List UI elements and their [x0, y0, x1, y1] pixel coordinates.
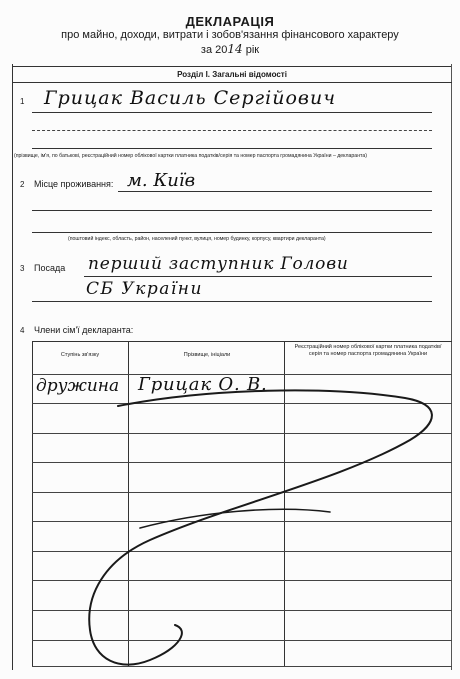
field-1-name: Грицак Василь Сергійович [44, 87, 337, 109]
field-1-line-a [32, 112, 432, 113]
section-divider [12, 82, 452, 83]
section-title: Розділ І. Загальні відомості [177, 70, 287, 79]
field-1-line-b [32, 130, 432, 131]
field-1-caption: (прізвище, ім'я, по батькові, реєстраційний номер облікової картки платника податків/серія та номер паспорта громадянина України – декларанта) [14, 153, 367, 159]
field-2-line-b [32, 210, 432, 211]
field-4-number: 4 [20, 326, 25, 335]
table-row-line-2 [32, 433, 452, 434]
row-1-relation: дружина [36, 376, 120, 396]
field-2-label: Місце проживання: [34, 179, 114, 189]
table-header-name: Прізвище, ініціали [183, 352, 231, 358]
table-top [32, 341, 452, 342]
field-2-caption: (поштовий індекс, область, район, населений пункт, вулиця, номер будинку, корпусу, квартири декларанта) [68, 236, 326, 242]
field-3-position-line1: перший заступник Голови [88, 254, 349, 274]
document-subtitle: про майно, доходи, витрати і зобов'язання фінансового характеру [61, 29, 399, 41]
field-3-line-b [32, 301, 432, 302]
frame-top [12, 66, 452, 67]
year-handwritten: 14 [227, 42, 243, 56]
table-row-line-1 [32, 403, 452, 404]
table-row-line-8 [32, 610, 452, 611]
table-col-2 [284, 341, 285, 666]
table-row-line-3 [32, 462, 452, 463]
frame-left [12, 64, 13, 670]
field-1-number: 1 [20, 97, 25, 106]
field-4-label: Члени сім'ї декларанта: [34, 325, 134, 335]
field-2-value: м. Київ [127, 170, 196, 191]
field-3-number: 3 [20, 264, 25, 273]
table-row-line-7 [32, 580, 452, 581]
row-1-name: Грицак О. В. [138, 374, 268, 395]
document-title: ДЕКЛАРАЦІЯ [185, 14, 275, 29]
year-suffix: рік [245, 44, 260, 56]
table-bottom [32, 666, 452, 667]
field-3-position-line2: СБ України [86, 279, 203, 299]
table-header-relation: Ступінь зв'язку [60, 352, 100, 358]
table-row-line-9 [32, 640, 452, 641]
field-3-label: Посада [34, 263, 66, 273]
table-row-line-6 [32, 551, 452, 552]
field-2-line-a [118, 191, 432, 192]
field-1-line-c [32, 148, 432, 149]
table-row-line-4 [32, 492, 452, 493]
table-col-1 [128, 341, 129, 666]
year-prefix: за 20 [200, 44, 228, 56]
table-left [32, 341, 33, 666]
field-2-number: 2 [20, 180, 25, 189]
table-header-id: Реєстраційний номер облікової картки платника податків/серія та номер паспорта громадянина України [294, 344, 442, 357]
year-line [0, 42, 460, 56]
field-2-line-c [32, 232, 432, 233]
table-row-line-5 [32, 521, 452, 522]
field-3-line-a [84, 276, 432, 277]
